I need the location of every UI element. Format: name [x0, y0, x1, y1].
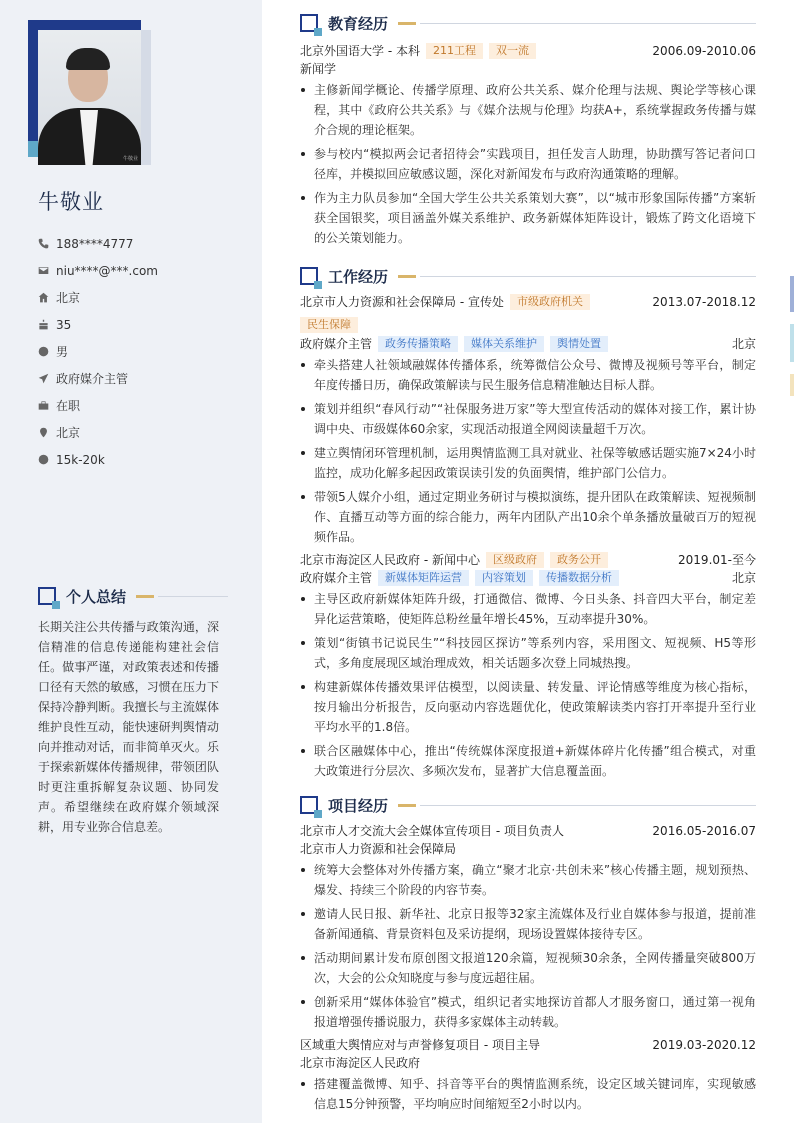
age-row [38, 311, 248, 338]
age-text: 35 [56, 317, 72, 332]
gender-text: 男 [56, 345, 69, 359]
briefcase-icon [38, 400, 49, 411]
salary-row [38, 446, 248, 473]
skill-tag: 媒体关系维护 [464, 336, 544, 352]
candidate-name: 牛敬业 [38, 190, 104, 214]
org-tag: 区级政府 [486, 552, 544, 568]
position-row [38, 365, 248, 392]
job-city: 北京 [731, 571, 756, 585]
skill-tag: 政务传播策略 [378, 336, 458, 352]
status-row [38, 392, 248, 419]
education-header [300, 12, 756, 34]
home-icon [38, 292, 49, 303]
org-tag: 市级政府机关 [510, 294, 590, 310]
work-section [300, 265, 756, 785]
section-marker-icon [38, 587, 56, 605]
gender-row [38, 338, 248, 365]
summary-text: 长期关注公共传播与政策沟通，深信精准的信息传递能构建社会信任。做事严谨，对政策表述和传播口径有天然的敏感，习惯在压力下保持冷静判断。我擅长与主流媒体维护良性互动，能快速研判舆情动向并推动对话，而非简单灭火。乐于探索新媒体传播规律，带领团队时更注重拆解复杂议题、协同发声。希望继续在政府媒介领域深耕，用专业弥合信息差。 [38, 620, 219, 834]
summary-section [38, 585, 228, 837]
education-entry-header [300, 42, 756, 60]
education-date: 2006.09-2010.06 [652, 44, 756, 58]
list-item: 构建新媒体传播效果评估模型，以阅读量、转发量、评论情感等维度为核心指标，按月输出分析报告，反向驱动内容选题优化，使政策解读类内容打开率提升至行业平均水平的1.8倍。 [300, 677, 756, 737]
job-bullets [300, 355, 756, 547]
school-tag: 211工程 [426, 43, 483, 59]
contact-info [38, 230, 248, 473]
photo-watermark: 牛敬业 [122, 156, 138, 162]
location-row [38, 419, 248, 446]
phone-text: 188****4777 [56, 236, 134, 251]
list-item: 创新采用“媒体体验官”模式，组织记者实地探访首都人才服务窗口，通过第一视角报道增强传播说服力，获得多家媒体主动转载。 [300, 992, 756, 1032]
school-tag: 双一流 [489, 43, 536, 59]
project-date: 2016.05-2016.07 [652, 824, 756, 838]
projects-header [300, 794, 756, 816]
education-section [300, 12, 756, 252]
send-icon [38, 373, 49, 384]
phone-row [38, 230, 248, 257]
list-item: 参与校内“模拟两会记者招待会”实践项目，担任发言人助理，协助撰写答记者问口径库，并模拟回应敏感议题，深化对新闻发布与政府沟通策略的理解。 [300, 144, 756, 184]
list-item: 活动期间累计发布原创图文报道120余篇，短视频30余条，全网传播量突破800万次，大会的公众知晓度与参与度远超往届。 [300, 948, 756, 988]
project-org: 北京市海淀区人民政府 [300, 1056, 421, 1070]
skill-tag: 新媒体矩阵运营 [378, 570, 469, 586]
mail-icon [38, 265, 49, 276]
list-item: 搭建覆盖微博、知乎、抖音等平台的舆情监测系统，设定区域关键词库，实现敏感信息15分钟预警，平均响应时间缩短至2小时以内。 [300, 1074, 756, 1114]
home-row [38, 284, 248, 311]
project-bullets [300, 1074, 756, 1114]
skill-tag: 舆情处置 [550, 336, 608, 352]
project-bullets [300, 860, 756, 1032]
job-city: 北京 [731, 337, 756, 351]
summary-title: 个人总结 [66, 587, 127, 606]
org-tag: 民生保障 [300, 317, 358, 333]
position-text: 政府媒介主管 [56, 372, 129, 386]
job-role: 政府媒介主管 [300, 337, 373, 351]
list-item: 邀请人民日报、新华社、北京日报等32家主流媒体及行业自媒体参与报道，提前准备新闻通稿、背景资料包及采访提纲，现场设置媒体接待专区。 [300, 904, 756, 944]
project-org: 北京市人力资源和社会保障局 [300, 842, 457, 856]
org-tag: 政务公开 [550, 552, 608, 568]
section-marker-icon [300, 14, 318, 32]
projects-title: 项目经历 [328, 796, 389, 815]
job-role: 政府媒介主管 [300, 571, 373, 585]
list-item: 牵头搭建人社领域融媒体传播体系，统筹微信公众号、微博及视频号等平台，制定年度传播日历，确保政策解读与民生服务信息精准触达目标人群。 [300, 355, 756, 395]
project-name: 区域重大舆情应对与声誉修复项目 - 项目主导 [300, 1038, 540, 1052]
section-marker-icon [300, 267, 318, 285]
project-entry [300, 1036, 756, 1114]
education-bullets [300, 80, 756, 248]
list-item: 统筹大会整体对外传播方案，确立“聚才北京·共创未来”核心传播主题，规划预热、爆发、持续三个阶段的内容节奏。 [300, 860, 756, 900]
major: 新闻学 [300, 62, 337, 76]
list-item: 联合区融媒体中心，推出“传统媒体深度报道+新媒体碎片化传播”组合模式，对重大政策进行分层次、多频次发布，显著扩大信息覆盖面。 [300, 741, 756, 781]
location-text: 北京 [56, 426, 81, 440]
home-text: 北京 [56, 291, 81, 305]
project-date: 2019.03-2020.12 [652, 1038, 756, 1052]
email-row [38, 257, 248, 284]
education-title: 教育经历 [328, 14, 389, 33]
job-date: 2013.07-2018.12 [652, 295, 756, 309]
summary-header [38, 585, 228, 607]
work-header [300, 265, 756, 287]
work-title: 工作经历 [328, 267, 389, 286]
list-item: 作为主力队员参加“全国大学生公共关系策划大赛”，以“城市形象国际传播”方案斩获全国银奖，项目涵盖外媒关系维护、政务新媒体矩阵设计，锻炼了跨文化语境下的公关策划能力。 [300, 188, 756, 248]
job-org: 北京市海淀区人民政府 - 新闻中心 [300, 553, 480, 567]
list-item: 主修新闻学概论、传播学原理、政府公共关系、媒介伦理与法规、舆论学等核心课程，其中《政府公共关系》与《媒介法规与伦理》均获A+，系统掌握政务传播与媒介合规的理论框架。 [300, 80, 756, 140]
list-item: 带领5人媒介小组，通过定期业务研讨与模拟演练，提升团队在政策解读、短视频制作、直播互动等方面的综合能力，两年内团队产出10余个单条播放量破百万的短视频作品。 [300, 487, 756, 547]
profile-photo [38, 30, 141, 165]
email-text: niu****@***.com [56, 263, 158, 278]
school-name: 北京外国语大学 - 本科 [300, 44, 420, 58]
project-entry [300, 822, 756, 1032]
user-icon [38, 346, 49, 357]
job-entry [300, 293, 756, 547]
job-entry [300, 551, 756, 781]
edge-markers [790, 276, 794, 408]
cake-icon [38, 319, 49, 330]
list-item: 建立舆情闭环管理机制，运用舆情监测工具对就业、社保等敏感话题实施7×24小时监控，成功化解多起因政策误读引发的负面舆情，维护部门公信力。 [300, 443, 756, 483]
status-text: 在职 [56, 399, 81, 413]
list-item: 策划“街镇书记说民生”“科技园区探访”等系列内容，采用图文、短视频、H5等形式，多角度展现区域治理成效，相关话题多次登上同城热搜。 [300, 633, 756, 673]
skill-tag: 内容策划 [475, 570, 533, 586]
sidebar [0, 0, 262, 1123]
list-item: 主导区政府新媒体矩阵升级，打通微信、微博、今日头条、抖音四大平台，制定差异化运营策略，使矩阵总粉丝量年增长45%，互动率提升30%。 [300, 589, 756, 629]
job-bullets [300, 589, 756, 781]
skill-tag: 传播数据分析 [539, 570, 619, 586]
location-icon [38, 427, 49, 438]
projects-section [300, 794, 756, 1118]
list-item: 策划并组织“春风行动”“社保服务进万家”等大型宣传活动的媒体对接工作，累计协调中央、市级媒体60余家，实现活动报道全网阅读量超千万次。 [300, 399, 756, 439]
job-org: 北京市人力资源和社会保障局 - 宣传处 [300, 295, 504, 309]
salary-text: 15k-20k [56, 452, 105, 467]
salary-icon [38, 454, 49, 465]
job-date: 2019.01-至今 [678, 553, 756, 567]
section-marker-icon [300, 796, 318, 814]
project-name: 北京市人才交流大会全媒体宣传项目 - 项目负责人 [300, 824, 564, 838]
phone-icon [38, 238, 49, 249]
